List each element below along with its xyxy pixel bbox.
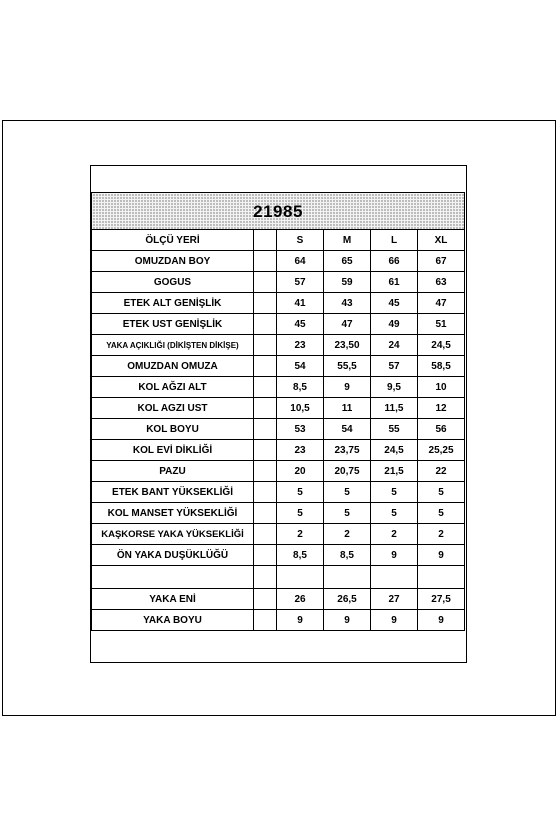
value-cell: 58,5 <box>418 356 465 377</box>
empty-cell <box>277 566 324 589</box>
measurement-name: GOGUS <box>92 272 254 293</box>
value-cell: 56 <box>418 419 465 440</box>
spacer-cell <box>254 398 277 419</box>
size-header-l: L <box>371 230 418 251</box>
value-cell: 11,5 <box>371 398 418 419</box>
value-cell: 5 <box>418 503 465 524</box>
product-code: 21985 <box>92 193 465 230</box>
table-row <box>92 251 465 272</box>
value-cell: 9 <box>418 610 465 631</box>
spacer-cell <box>254 545 277 566</box>
spacer-cell <box>254 293 277 314</box>
empty-row <box>92 566 465 589</box>
value-cell: 45 <box>371 293 418 314</box>
spacer-cell <box>254 482 277 503</box>
table-row <box>92 524 465 545</box>
value-cell: 5 <box>324 503 371 524</box>
spacer-cell <box>254 524 277 545</box>
title-row <box>92 193 465 230</box>
value-cell: 5 <box>371 503 418 524</box>
measurement-name: OMUZDAN OMUZA <box>92 356 254 377</box>
value-cell: 24,5 <box>418 335 465 356</box>
value-cell: 27 <box>371 589 418 610</box>
value-cell: 23,75 <box>324 440 371 461</box>
spacer-cell <box>254 503 277 524</box>
value-cell: 9 <box>277 610 324 631</box>
value-cell: 23 <box>277 335 324 356</box>
value-cell: 57 <box>371 356 418 377</box>
value-cell: 8,5 <box>277 377 324 398</box>
value-cell: 24 <box>371 335 418 356</box>
value-cell: 12 <box>418 398 465 419</box>
value-cell: 2 <box>277 524 324 545</box>
measurement-name: YAKA AÇIKLIĞI (DİKİŞTEN DİKİŞE) <box>92 335 254 356</box>
spacer-cell <box>254 272 277 293</box>
measurement-name: KOL BOYU <box>92 419 254 440</box>
value-cell: 63 <box>418 272 465 293</box>
value-cell: 8,5 <box>277 545 324 566</box>
value-cell: 54 <box>324 419 371 440</box>
empty-cell <box>418 566 465 589</box>
value-cell: 9,5 <box>371 377 418 398</box>
value-cell: 57 <box>277 272 324 293</box>
value-cell: 5 <box>277 503 324 524</box>
value-cell: 67 <box>418 251 465 272</box>
value-cell: 9 <box>371 610 418 631</box>
measurement-name: KOL MANSET YÜKSEKLİĞİ <box>92 503 254 524</box>
value-cell: 47 <box>418 293 465 314</box>
value-cell: 24,5 <box>371 440 418 461</box>
table-row <box>92 314 465 335</box>
measurement-name: ETEK BANT YÜKSEKLİĞİ <box>92 482 254 503</box>
value-cell: 20,75 <box>324 461 371 482</box>
table-row <box>92 461 465 482</box>
size-header-xl: XL <box>418 230 465 251</box>
value-cell: 8,5 <box>324 545 371 566</box>
table-row <box>92 482 465 503</box>
measurement-name: PAZU <box>92 461 254 482</box>
value-cell: 59 <box>324 272 371 293</box>
spacer-cell <box>254 335 277 356</box>
table-row <box>92 356 465 377</box>
value-cell: 10 <box>418 377 465 398</box>
value-cell: 47 <box>324 314 371 335</box>
value-cell: 45 <box>277 314 324 335</box>
value-cell: 49 <box>371 314 418 335</box>
value-cell: 9 <box>371 545 418 566</box>
table-row <box>92 419 465 440</box>
size-header-s: S <box>277 230 324 251</box>
spacer-cell <box>254 610 277 631</box>
table-row <box>92 335 465 356</box>
value-cell: 21,5 <box>371 461 418 482</box>
table-row <box>92 272 465 293</box>
value-cell: 9 <box>418 545 465 566</box>
spacer-cell <box>254 230 277 251</box>
measurement-name: YAKA ENİ <box>92 589 254 610</box>
empty-cell <box>371 566 418 589</box>
measurement-header: ÖLÇÜ YERİ <box>92 230 254 251</box>
value-cell: 27,5 <box>418 589 465 610</box>
value-cell: 64 <box>277 251 324 272</box>
value-cell: 2 <box>371 524 418 545</box>
value-cell: 66 <box>371 251 418 272</box>
spacer-cell <box>254 589 277 610</box>
value-cell: 11 <box>324 398 371 419</box>
measurement-name: KOL AGZI UST <box>92 398 254 419</box>
measurement-name: ETEK UST GENİŞLİK <box>92 314 254 335</box>
value-cell: 54 <box>277 356 324 377</box>
empty-cell <box>254 566 277 589</box>
value-cell: 23 <box>277 440 324 461</box>
spacer-cell <box>254 314 277 335</box>
empty-cell <box>92 566 254 589</box>
value-cell: 20 <box>277 461 324 482</box>
table-row <box>92 377 465 398</box>
value-cell: 55,5 <box>324 356 371 377</box>
size-header-m: M <box>324 230 371 251</box>
value-cell: 9 <box>324 610 371 631</box>
measurement-name: OMUZDAN BOY <box>92 251 254 272</box>
value-cell: 10,5 <box>277 398 324 419</box>
measurement-name: ÖN YAKA DUŞÜKLÜĞÜ <box>92 545 254 566</box>
value-cell: 2 <box>418 524 465 545</box>
measurement-name: KOL EVİ DİKLİĞİ <box>92 440 254 461</box>
value-cell: 5 <box>277 482 324 503</box>
value-cell: 51 <box>418 314 465 335</box>
size-chart-table <box>91 192 465 631</box>
value-cell: 65 <box>324 251 371 272</box>
measurement-name: YAKA BOYU <box>92 610 254 631</box>
value-cell: 5 <box>418 482 465 503</box>
value-cell: 53 <box>277 419 324 440</box>
table-row <box>92 589 465 610</box>
table-row <box>92 545 465 566</box>
spacer-cell <box>254 356 277 377</box>
measurement-name: KAŞKORSE YAKA YÜKSEKLİĞİ <box>92 524 254 545</box>
spacer-cell <box>254 440 277 461</box>
table-row <box>92 293 465 314</box>
spacer-cell <box>254 251 277 272</box>
value-cell: 61 <box>371 272 418 293</box>
value-cell: 2 <box>324 524 371 545</box>
value-cell: 41 <box>277 293 324 314</box>
spacer-cell <box>254 377 277 398</box>
value-cell: 26,5 <box>324 589 371 610</box>
value-cell: 26 <box>277 589 324 610</box>
value-cell: 43 <box>324 293 371 314</box>
empty-cell <box>324 566 371 589</box>
value-cell: 5 <box>371 482 418 503</box>
value-cell: 9 <box>324 377 371 398</box>
value-cell: 5 <box>324 482 371 503</box>
header-row <box>92 230 465 251</box>
measurement-name: KOL AĞZI ALT <box>92 377 254 398</box>
value-cell: 25,25 <box>418 440 465 461</box>
spacer-cell <box>254 461 277 482</box>
table-row <box>92 503 465 524</box>
measurement-name: ETEK ALT GENİŞLİK <box>92 293 254 314</box>
table-row <box>92 398 465 419</box>
value-cell: 23,50 <box>324 335 371 356</box>
table-row <box>92 610 465 631</box>
spacer-cell <box>254 419 277 440</box>
value-cell: 55 <box>371 419 418 440</box>
table-row <box>92 440 465 461</box>
value-cell: 22 <box>418 461 465 482</box>
